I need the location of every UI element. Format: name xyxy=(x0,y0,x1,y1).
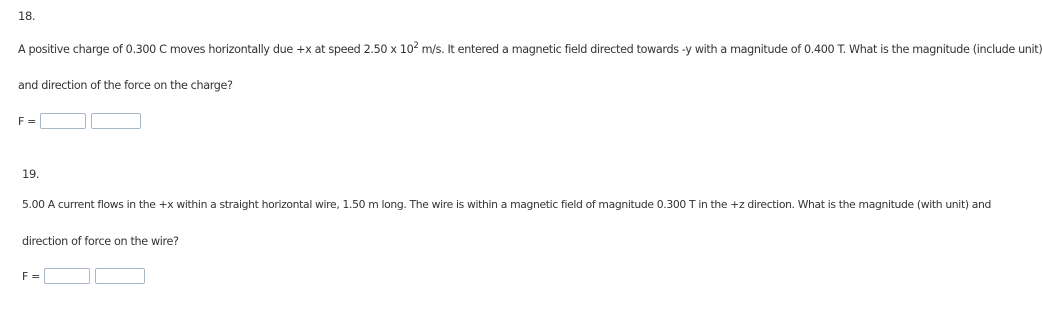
answer-label: F = xyxy=(18,114,36,128)
question-text-line1 xyxy=(18,43,1042,56)
magnitude-input[interactable] xyxy=(44,268,90,284)
answer-row xyxy=(18,113,146,129)
question-text-part: m/s. It entered a magnetic field directed towards -y with a magnitude of 0.400 T. What is the magnitude (include unit) xyxy=(418,43,1042,56)
question-number: 18. xyxy=(18,9,36,23)
question-text-line2: direction of force on the wire? xyxy=(22,235,179,248)
unit-input[interactable] xyxy=(95,268,145,284)
question-number: 19. xyxy=(22,167,40,181)
answer-row xyxy=(22,268,150,284)
question-text-line1: 5.00 A current flows in the +x within a straight horizontal wire, 1.50 m long. The wire is within a magnetic field of magnitude 0.300 T in the +z direction. What is the magnitude (with unit) and xyxy=(22,198,992,211)
question-text-part: A positive charge of 0.300 C moves horizontally due +x at speed 2.50 x 10 xyxy=(18,43,414,56)
unit-input[interactable] xyxy=(91,113,141,129)
magnitude-input[interactable] xyxy=(40,113,86,129)
answer-label: F = xyxy=(22,269,40,283)
question-text-line2: and direction of the force on the charge? xyxy=(18,79,233,92)
exponent: 2 xyxy=(413,41,419,51)
